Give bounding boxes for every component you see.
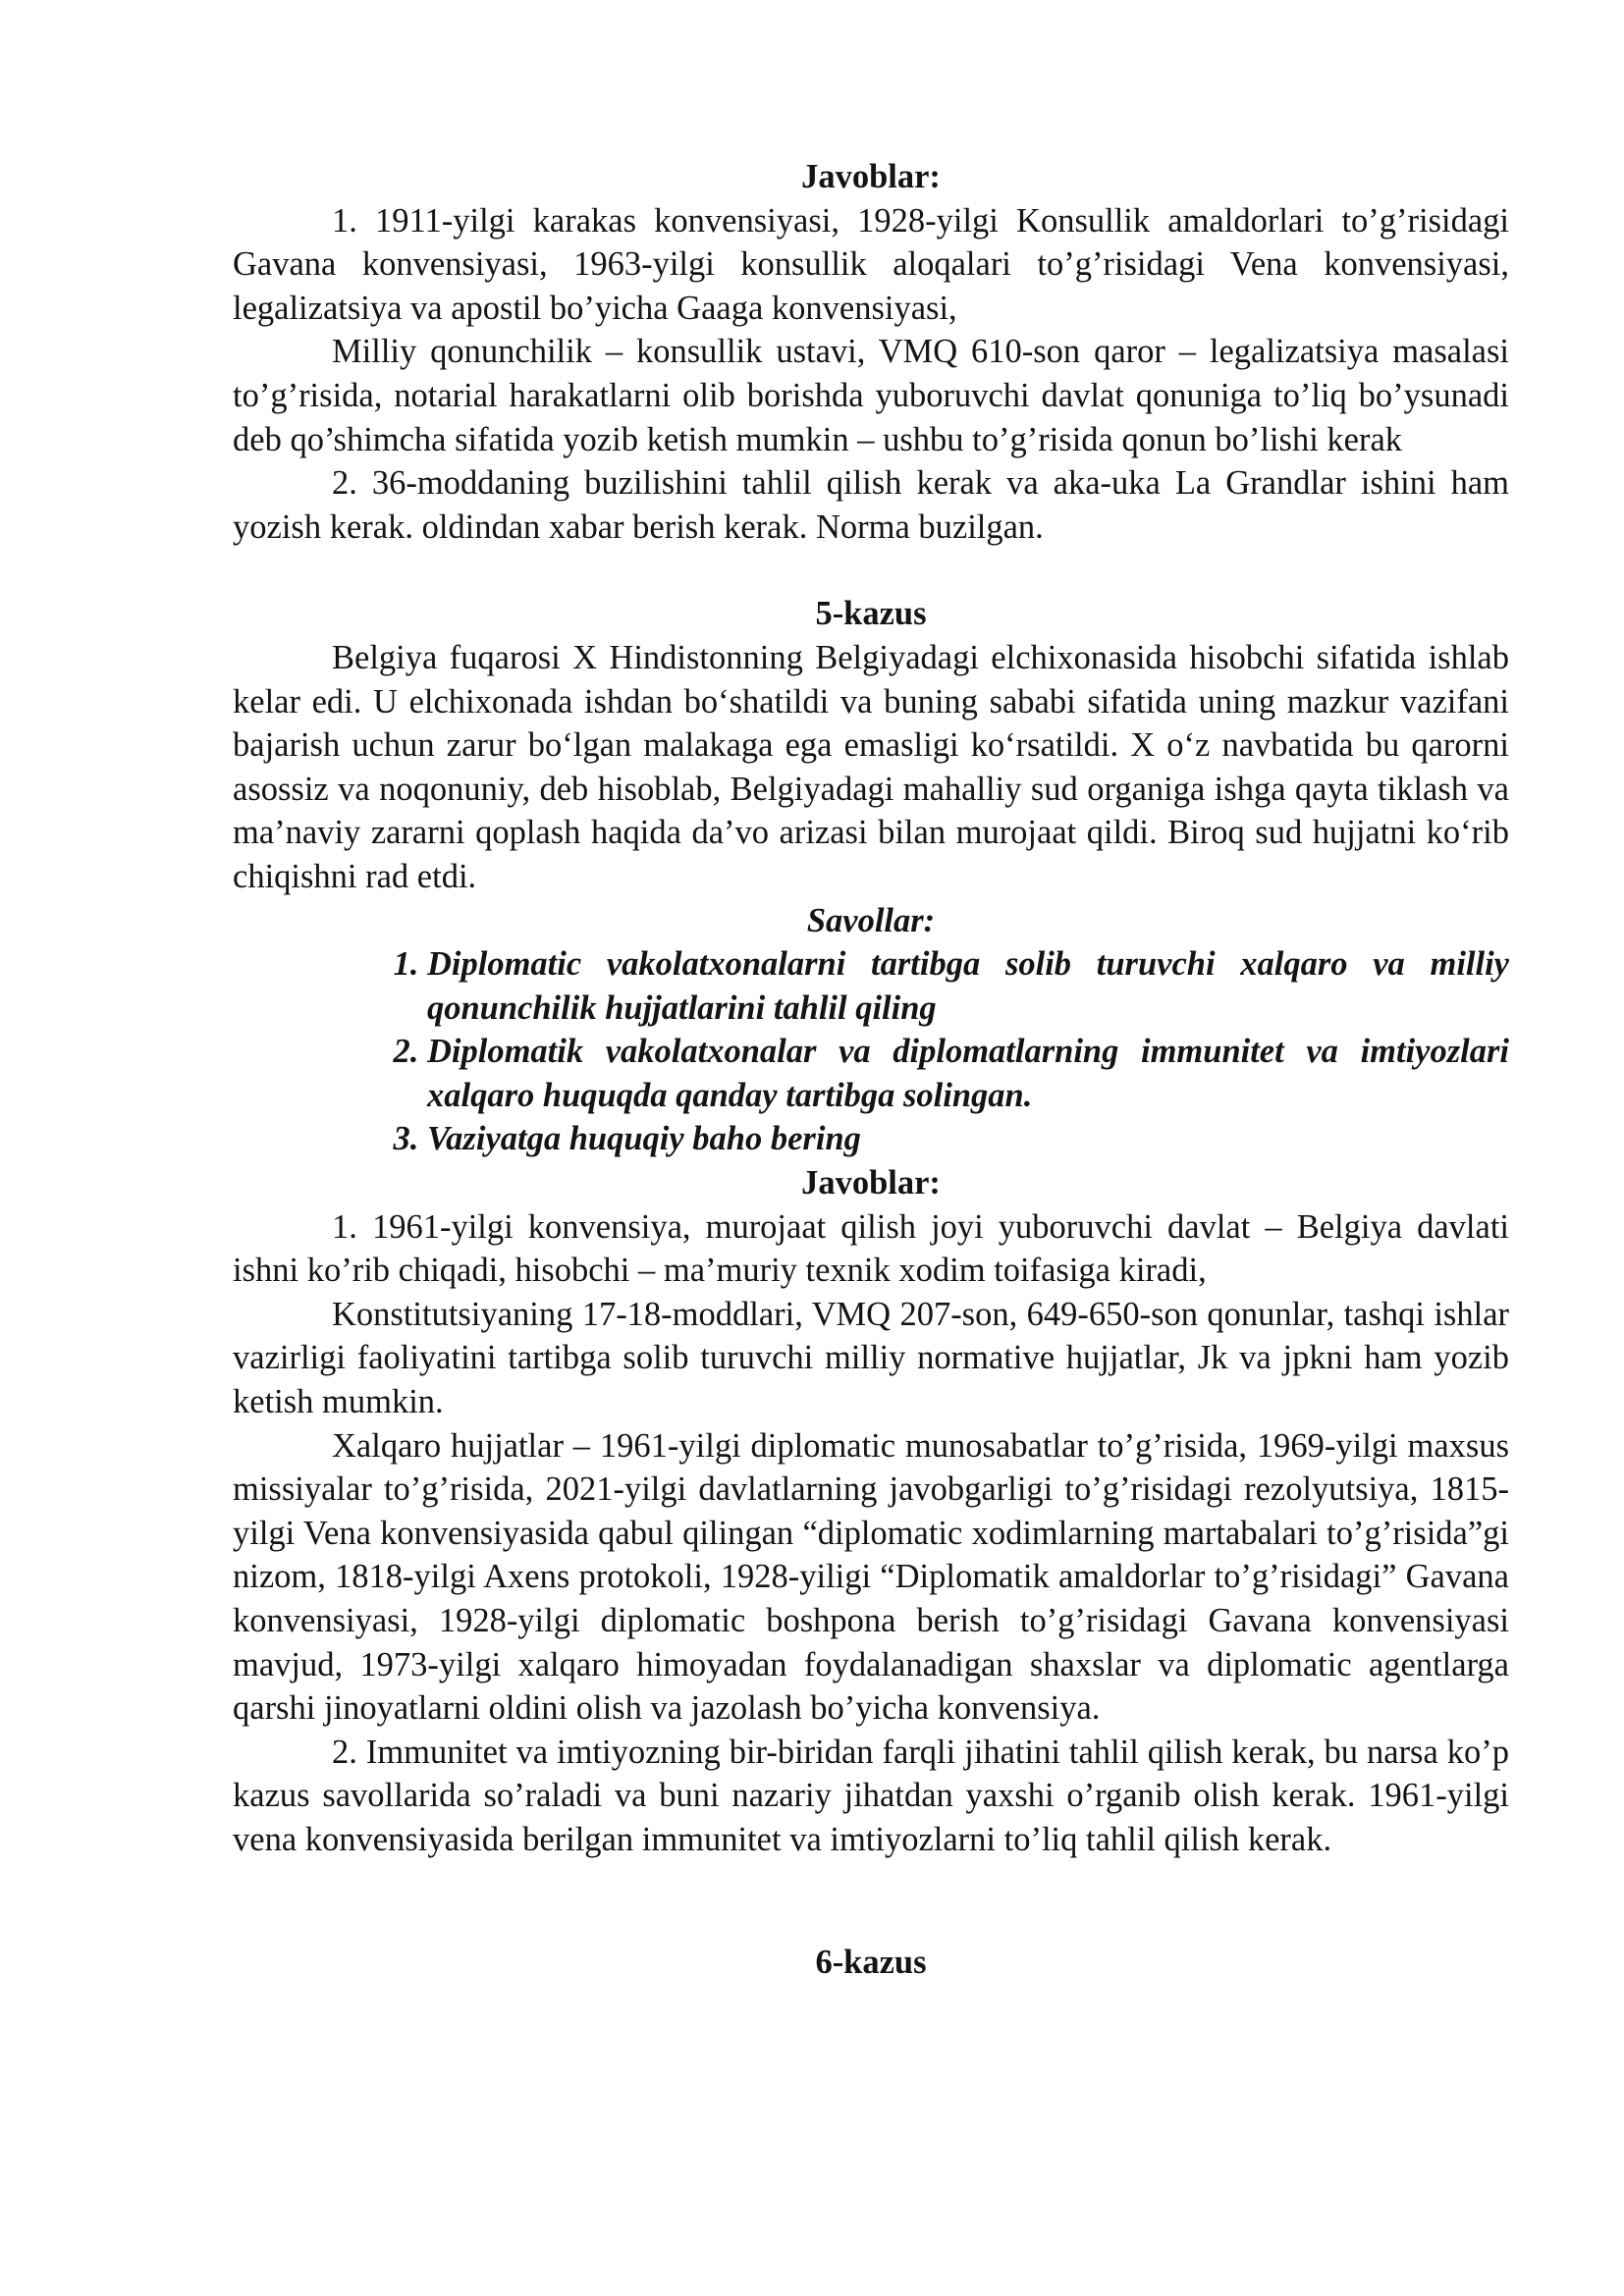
questions-list [233, 942, 1509, 1161]
answers-heading: Javoblar: [801, 1164, 941, 1202]
answer-paragraph: 2. Immunitet va imtiyozning bir-biridan farqli jihatini tahlil qilish kerak, bu narsa ko’p kazus savollarida so’raladi va buni nazariy jihatdan yaxshi o’rganib olish kerak. 1961-yilgi vena konvensiyasida berilgan immunitet va imtiyozlarni to’liq tahlil qilish kerak. [233, 1733, 1509, 1858]
case-heading: 5-kazus [815, 595, 927, 633]
document-page [233, 155, 1509, 1984]
answer-paragraph: 1. 1911-yilgi karakas konvensiyasi, 1928-yilgi Konsullik amaldorlari to’g’risidagi Gavana konvensiyasi, 1963-yilgi konsullik aloqalari to’g’risidagi Vena konvensiyasi, legalizatsiya va apostil bo’yicha Gaaga konvensiyasi, [233, 201, 1509, 327]
answer-paragraph: Xalqaro hujjatlar – 1961-yilgi diplomatic munosabatlar to’g’risida, 1969-yilgi maxsus missiyalar to’g’risida, 2021-yilgi davlatlarning javobgarligi to’g’risidagi rezolyutsiya, 1815-yilgi Vena konvensiyasida qabul qilingan “diplomatic xodimlarning martabalari to’g’risida”gi nizom, 1818-yilgi Axens protokoli, 1928-yiligi “Diplomatik amaldorlar to’g’risidagi” Gavana konvensiyasi, 1928-yilgi diplomatic boshpona berish to’g’risidagi Gavana konvensiyasi mavjud, 1973-yilgi xalqaro himoyadan foydalanadigan shaxslar va diplomatic agentlarga qarshi jinoyatlarni oldini olish va jazolash bo’yicha konvensiya. [233, 1426, 1509, 1728]
question-item: 3. Vaziyatga huquqiy baho bering [427, 1117, 1509, 1161]
question-item: 2. Diplomatik vakolatxonalar va diplomatlarning immunitet va imtiyozlari xalqaro huquqda qanday tartibga solingan. [427, 1030, 1509, 1117]
answer-paragraph: 2. 36-moddaning buzilishini tahlil qilish kerak va aka-uka La Grandlar ishini ham yozish kerak. oldindan xabar berish kerak. Norma buzilgan. [233, 464, 1509, 546]
answers-heading: Javoblar: [801, 158, 941, 195]
question-item: 1. Diplomatic vakolatxonalarni tartibga solib turuvchi xalqaro va milliy qonunchilik hujjatlarini tahlil qiling [427, 942, 1509, 1030]
answer-paragraph: 1. 1961-yilgi konvensiya, murojaat qilish joyi yuboruvchi davlat – Belgiya davlati ishni ko’rib chiqadi, hisobchi – ma’muriy texnik xodim toifasiga kiradi, [233, 1207, 1509, 1290]
answer-paragraph: Milliy qonunchilik – konsullik ustavi, VMQ 610-son qaror – legalizatsiya masalasi to’g’risida, notarial harakatlarni olib borishda yuboruvchi davlat qonuniga to’liq bo’ysunadi deb qo’shimcha sifatida yozib ketish mumkin – ushbu to’g’risida qonun bo’lishi kerak [233, 333, 1509, 458]
answer-paragraph: Konstitutsiyaning 17-18-moddlari, VMQ 207-son, 649-650-son qonunlar, tashqi ishlar vazirligi faoliyatini tartibga solib turuvchi milliy normative hujjatlar, Jk va jpkni ham yozib ketish mumkin. [233, 1295, 1509, 1421]
case-body: Belgiya fuqarosi X Hindistonning Belgiyadagi elchixonasida hisobchi sifatida ishlab kelar edi. U elchixonada ishdan bo‘shatildi va buning sababi sifatida uning mazkur vazifani bajarish uchun zarur bo‘lgan malakaga ega emasligi ko‘rsatildi. X o‘z navbatida bu qarorni asossiz va noqonuniy, deb hisoblab, Belgiyadagi mahalliy sud organiga ishga qayta tiklash va ma’naviy zararni qoplash haqida da’vo arizasi bilan murojaat qildi. Biroq sud hujjatni ko‘rib chiqishni rad etdi. [233, 638, 1509, 895]
case-heading: 6-kazus [815, 1943, 927, 1981]
questions-heading: Savollar: [806, 901, 936, 939]
